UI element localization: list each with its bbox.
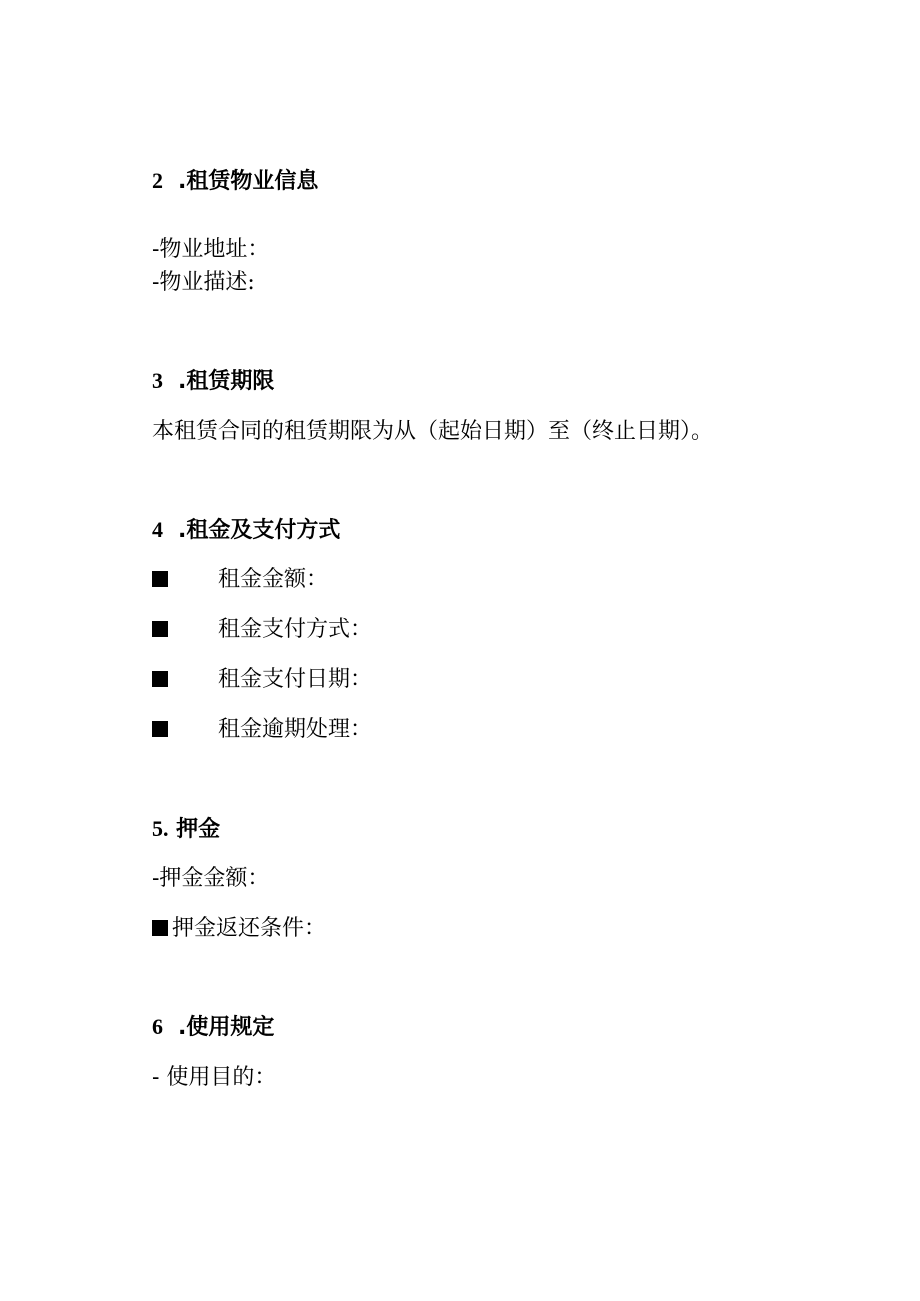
section-title: .租赁期限 (178, 369, 275, 394)
rent-overdue-item: 租金逾期处理： (218, 717, 373, 742)
section-4-heading (152, 516, 340, 545)
black-square-icon (152, 671, 168, 687)
section-title: 押金 (176, 817, 221, 842)
black-square-icon (152, 621, 168, 637)
section-3-heading (152, 367, 274, 396)
section-title: .租金及支付方式 (178, 518, 341, 543)
rent-payment-date-item: 租金支付日期： (218, 667, 373, 692)
section-number: 3 (152, 368, 163, 393)
black-square-icon (152, 571, 168, 587)
black-square-icon (152, 721, 168, 737)
section-5-heading (152, 815, 220, 844)
section-6-heading (152, 1013, 274, 1042)
rent-payment-method-item: 租金支付方式： (218, 617, 373, 642)
deposit-return-item (152, 915, 326, 943)
property-description-item: -物业描述: (152, 270, 255, 295)
section-number: 2 (152, 168, 163, 193)
usage-purpose-item: - 使用目的： (152, 1065, 277, 1090)
section-2-heading (152, 167, 318, 196)
section-title: .使用规定 (178, 1015, 275, 1040)
section-number: 4 (152, 517, 163, 542)
lease-term-paragraph: 本租赁合同的租赁期限为从（起始日期）至（终止日期）。 (152, 419, 714, 444)
section-number: 5. (152, 816, 169, 841)
rent-amount-item: 租金金额： (218, 567, 329, 592)
deposit-amount-item: -押金金额： (152, 866, 270, 891)
list-item (152, 716, 373, 744)
section-number: 6 (152, 1014, 163, 1039)
list-item (152, 566, 329, 594)
section-title: .租赁物业信息 (178, 169, 319, 194)
deposit-return-label: 押金返还条件： (172, 916, 327, 941)
black-square-icon (152, 920, 168, 936)
list-item (152, 616, 373, 644)
property-address-item: -物业地址： (152, 237, 270, 262)
list-item (152, 666, 373, 694)
